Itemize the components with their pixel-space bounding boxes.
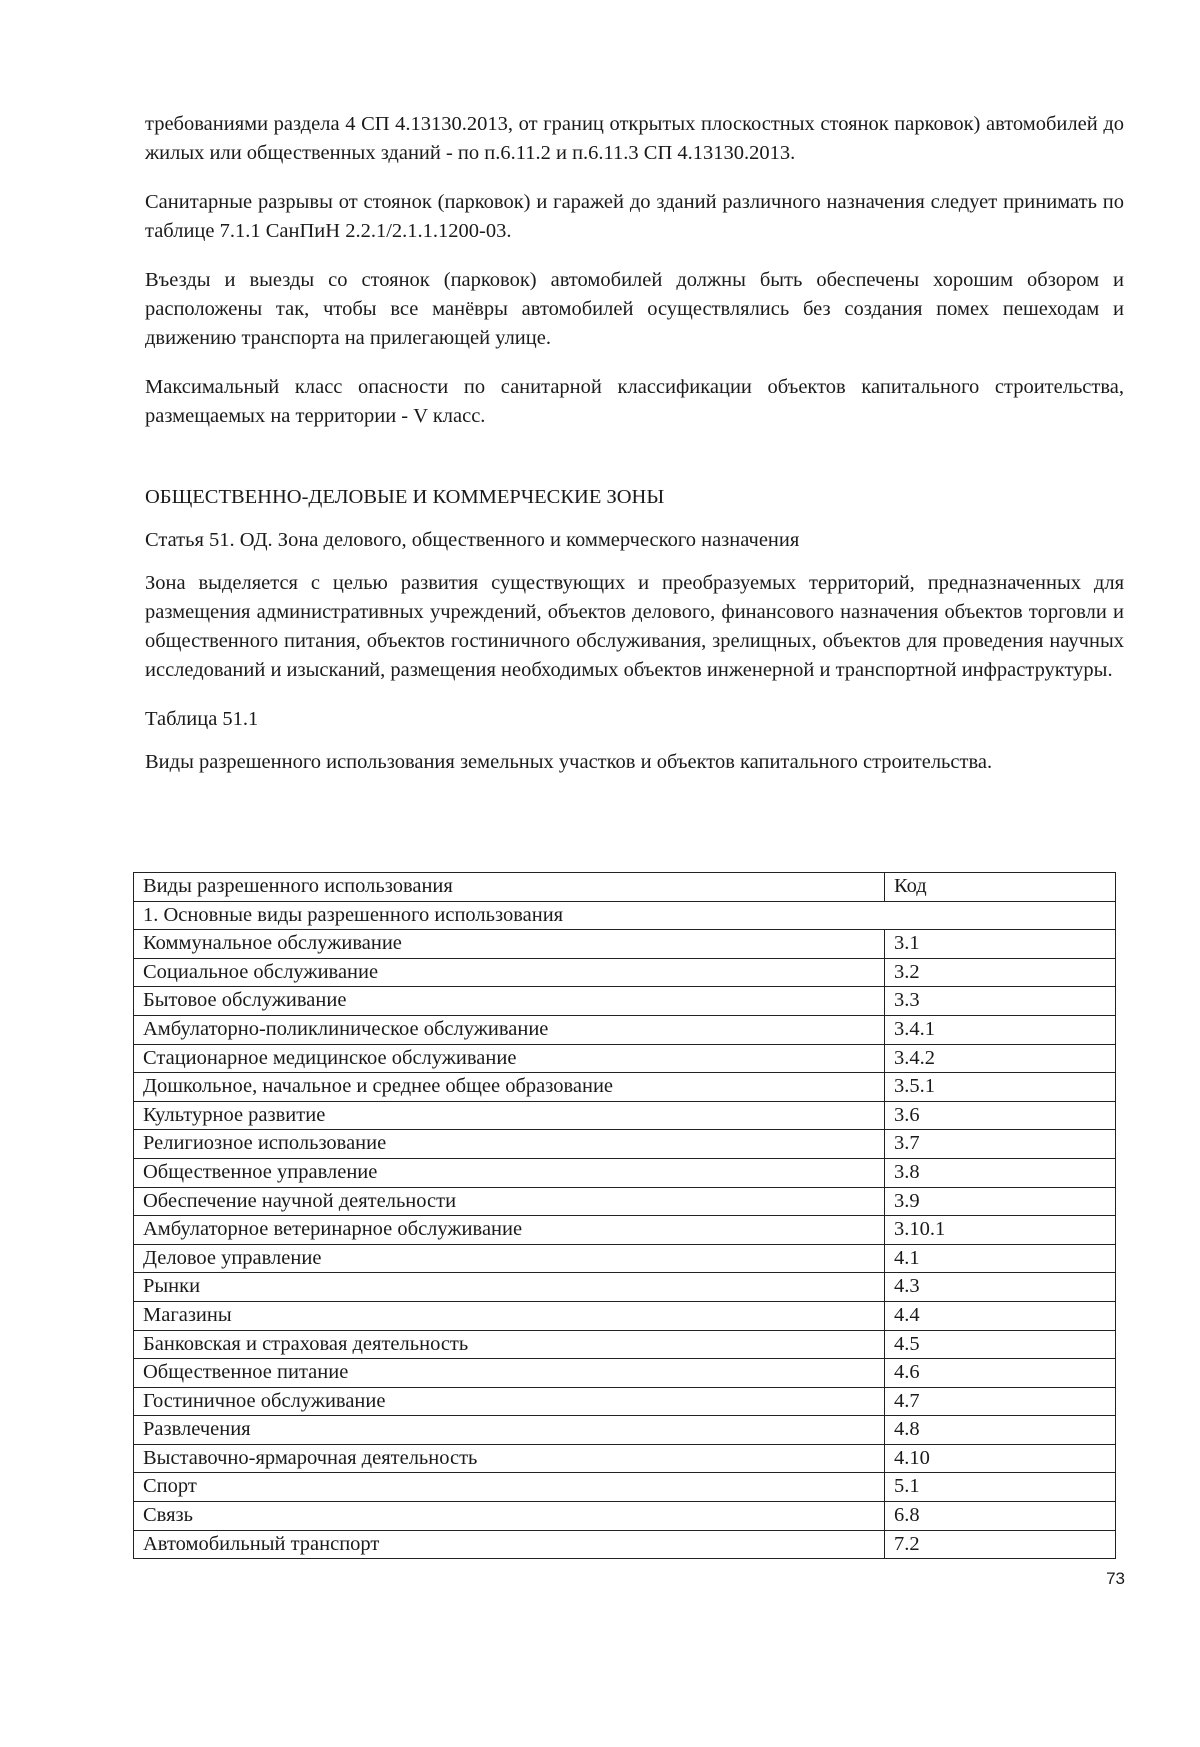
- table-row: [134, 1502, 1116, 1531]
- use-name-cell: Деловое управление: [134, 1244, 885, 1273]
- header-name-cell: Виды разрешенного использования: [134, 873, 885, 902]
- header-code-cell: Код: [885, 873, 1116, 902]
- table-row: [134, 1387, 1116, 1416]
- table-section-row: [134, 901, 1116, 930]
- paragraph-parking-distances: требованиями раздела 4 СП 4.13130.2013, от границ открытых плоскостных стоянок парковок) автомобилей до жилых или общественных зданий - по п.6.11.2 и п.6.11.3 СП 4.13130.2013.: [145, 113, 1124, 164]
- page-number: 73: [1106, 1569, 1125, 1588]
- table-row: [134, 1530, 1116, 1559]
- table-row: [134, 930, 1116, 959]
- table-caption: Виды разрешенного использования земельных участков и объектов капитального строительства.: [145, 751, 993, 773]
- zone-description: Зона выделяется с целью развития существующих и преобразуемых территорий, предназначенных для размещения административных учреждений, объектов делового, финансового назначения объектов торговли и общественного питания, объектов гостиничного обслуживания, зрелищных, объектов для проведения научных исследований и изысканий, размещения необходимых объектов инженерной и транспортной инфраструктуры.: [145, 572, 1124, 681]
- use-name-cell: Культурное развитие: [134, 1101, 885, 1130]
- use-name-cell: Гостиничное обслуживание: [134, 1387, 885, 1416]
- use-name-cell: Бытовое обслуживание: [134, 987, 885, 1016]
- article-title: Статья 51. ОД. Зона делового, общественного и коммерческого назначения: [145, 529, 800, 551]
- table-row: [134, 987, 1116, 1016]
- use-code-cell: 3.8: [885, 1158, 1116, 1187]
- use-code-cell: 3.4.2: [885, 1044, 1116, 1073]
- use-name-cell: Амбулаторно-поликлиническое обслуживание: [134, 1015, 885, 1044]
- use-code-cell: 3.4.1: [885, 1015, 1116, 1044]
- table-row: [134, 1244, 1116, 1273]
- use-name-cell: Стационарное медицинское обслуживание: [134, 1044, 885, 1073]
- use-name-cell: Выставочно-ярмарочная деятельность: [134, 1444, 885, 1473]
- section-row-cell: 1. Основные виды разрешенного использования: [134, 901, 1116, 930]
- use-code-cell: 4.5: [885, 1330, 1116, 1359]
- table-row: [134, 1416, 1116, 1445]
- use-name-cell: Дошкольное, начальное и среднее общее образование: [134, 1073, 885, 1102]
- use-name-cell: Развлечения: [134, 1416, 885, 1445]
- table-row: [134, 1101, 1116, 1130]
- table-row: [134, 1073, 1116, 1102]
- table-row: [134, 1216, 1116, 1245]
- use-name-cell: Общественное питание: [134, 1359, 885, 1388]
- use-name-cell: Магазины: [134, 1301, 885, 1330]
- table-row: [134, 1330, 1116, 1359]
- table-row: [134, 1130, 1116, 1159]
- use-name-cell: Религиозное использование: [134, 1130, 885, 1159]
- permitted-uses-table: [133, 872, 1116, 1559]
- paragraph-sanitary-gaps: Санитарные разрывы от стоянок (парковок) и гаражей до зданий различного назначения следует принимать по таблице 7.1.1 СанПиН 2.2.1/2.1.1.1200-03.: [145, 191, 1124, 242]
- use-name-cell: Социальное обслуживание: [134, 958, 885, 987]
- use-name-cell: Рынки: [134, 1273, 885, 1302]
- paragraph-entrances-exits: Въезды и выезды со стоянок (парковок) автомобилей должны быть обеспечены хорошим обзором и расположены так, чтобы все манёвры автомобилей осуществлялись без создания помех пешеходам и движению транспорта на прилегающей улице.: [145, 269, 1124, 349]
- use-code-cell: 3.3: [885, 987, 1116, 1016]
- use-code-cell: 3.5.1: [885, 1073, 1116, 1102]
- use-name-cell: Общественное управление: [134, 1158, 885, 1187]
- use-code-cell: 4.10: [885, 1444, 1116, 1473]
- table-row: [134, 1301, 1116, 1330]
- use-code-cell: 3.7: [885, 1130, 1116, 1159]
- use-name-cell: Обеспечение научной деятельности: [134, 1187, 885, 1216]
- use-code-cell: 4.8: [885, 1416, 1116, 1445]
- use-name-cell: Спорт: [134, 1473, 885, 1502]
- use-code-cell: 3.2: [885, 958, 1116, 987]
- section-heading: ОБЩЕСТВЕННО-ДЕЛОВЫЕ И КОММЕРЧЕСКИЕ ЗОНЫ: [145, 486, 665, 508]
- table-row: [134, 1015, 1116, 1044]
- paragraph-hazard-class: Максимальный класс опасности по санитарной классификации объектов капитального строительства, размещаемых на территории - V класс.: [145, 376, 1124, 427]
- table-row: [134, 958, 1116, 987]
- page-body: [145, 110, 1124, 797]
- table-row: [134, 1187, 1116, 1216]
- use-code-cell: 4.4: [885, 1301, 1116, 1330]
- table-row: [134, 1359, 1116, 1388]
- table-row: [134, 1158, 1116, 1187]
- use-code-cell: 3.10.1: [885, 1216, 1116, 1245]
- use-code-cell: 4.3: [885, 1273, 1116, 1302]
- use-name-cell: Связь: [134, 1502, 885, 1531]
- use-name-cell: Автомобильный транспорт: [134, 1530, 885, 1559]
- use-code-cell: 6.8: [885, 1502, 1116, 1531]
- use-name-cell: Коммунальное обслуживание: [134, 930, 885, 959]
- use-name-cell: Банковская и страховая деятельность: [134, 1330, 885, 1359]
- table-row: [134, 1473, 1116, 1502]
- use-name-cell: Амбулаторное ветеринарное обслуживание: [134, 1216, 885, 1245]
- table-row: [134, 1444, 1116, 1473]
- use-code-cell: 3.1: [885, 930, 1116, 959]
- use-code-cell: 7.2: [885, 1530, 1116, 1559]
- table-header-row: [134, 873, 1116, 902]
- use-code-cell: 3.9: [885, 1187, 1116, 1216]
- use-code-cell: 5.1: [885, 1473, 1116, 1502]
- use-code-cell: 3.6: [885, 1101, 1116, 1130]
- table-label: Таблица 51.1: [145, 708, 259, 730]
- table-row: [134, 1044, 1116, 1073]
- use-code-cell: 4.7: [885, 1387, 1116, 1416]
- use-code-cell: 4.1: [885, 1244, 1116, 1273]
- table-row: [134, 1273, 1116, 1302]
- use-code-cell: 4.6: [885, 1359, 1116, 1388]
